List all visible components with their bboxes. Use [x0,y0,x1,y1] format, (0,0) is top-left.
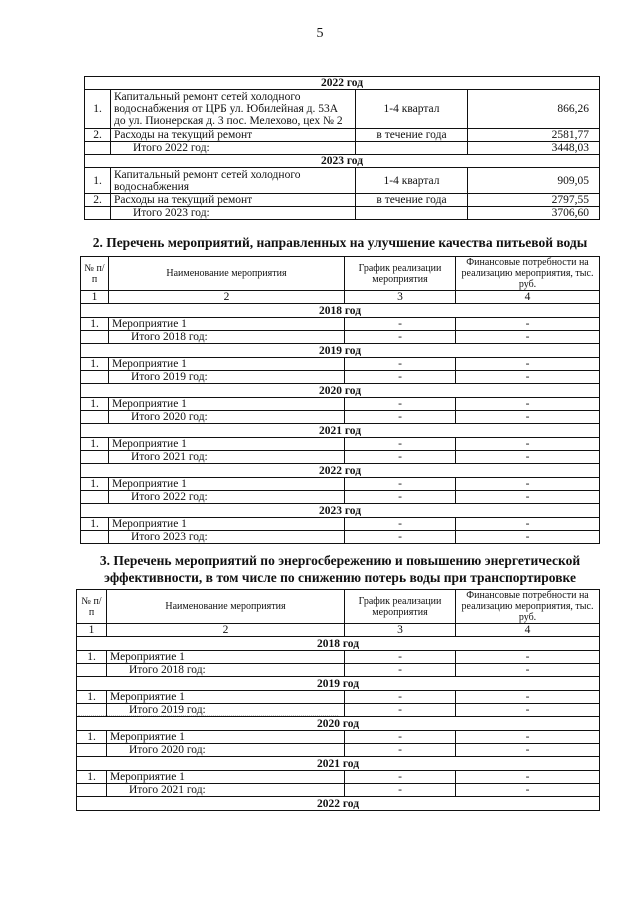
measure-name: Мероприятие 1 [109,398,345,411]
total-row [77,784,600,797]
year-row [81,464,600,478]
table-row [85,90,600,129]
row-number: 1. [81,478,109,491]
row-number [77,664,107,677]
colnum-4: 4 [456,624,600,637]
schedule-cell: - [345,531,456,544]
measure-name: Капитальный ремонт сетей холодного водоснабжения [111,168,356,194]
page-number: 5 [316,26,324,41]
row-number: 1. [81,518,109,531]
year-heading: 2019 год [81,344,600,358]
year-row [77,637,600,651]
schedule-cell: в течение года [356,194,468,207]
row-number: 1. [77,691,107,704]
row-number [81,371,109,384]
colnum-4: 4 [456,291,600,304]
measure-name: Расходы на текущий ремонт [111,194,356,207]
table-row [81,478,600,491]
finance-cell: 3706,60 [468,207,600,220]
schedule-cell: - [345,398,456,411]
table-header-row [81,257,600,291]
row-number [81,411,109,424]
schedule-cell: - [345,691,456,704]
finance-cell: - [456,731,600,744]
total-label: Итого 2021 год: [109,451,345,464]
finance-cell: 866,26 [468,90,600,129]
schedule-cell: - [345,731,456,744]
header-name: Наименование мероприятия [107,590,345,624]
table-row [81,318,600,331]
total-row [77,704,600,717]
total-label: Итого 2020 год: [109,411,345,424]
finance-cell: - [456,478,600,491]
year-row [81,504,600,518]
schedule-cell: - [345,784,456,797]
measure-name: Мероприятие 1 [107,651,345,664]
year-heading: 2021 год [81,424,600,438]
schedule-cell: 1-4 квартал [356,168,468,194]
measure-name: Мероприятие 1 [107,691,345,704]
total-row [81,371,600,384]
colnum-3: 3 [345,291,456,304]
section3-title-line2: эффективности, в том числе по снижению потерь воды при транспортировке [104,570,576,585]
total-row [81,411,600,424]
row-number [77,704,107,717]
header-name: Наименование мероприятия [109,257,345,291]
total-row [85,142,600,155]
section3-title [80,552,600,586]
measure-name: Мероприятие 1 [107,771,345,784]
schedule-cell: 1-4 квартал [356,90,468,129]
row-number: 2. [85,194,111,207]
schedule-cell: - [345,411,456,424]
row-number [85,142,111,155]
total-row [81,331,600,344]
finance-cell: - [456,331,600,344]
colnum-2: 2 [109,291,345,304]
row-number: 1. [81,398,109,411]
total-label: Итого 2023 год: [111,207,356,220]
row-number [81,331,109,344]
measure-name: Мероприятие 1 [109,318,345,331]
measure-name: Расходы на текущий ремонт [111,129,356,142]
row-number [81,531,109,544]
finance-cell: - [456,651,600,664]
table-row [77,651,600,664]
table-row [81,518,600,531]
finance-cell: - [456,318,600,331]
finance-cell: - [456,771,600,784]
row-number: 2. [85,129,111,142]
schedule-cell: - [345,451,456,464]
row-number: 1. [85,168,111,194]
section2-number: 2. [92,235,103,250]
year-heading: 2022 год [77,797,600,811]
year-heading: 2022 год [85,77,600,90]
year-heading: 2020 год [77,717,600,731]
schedule-cell: - [345,744,456,757]
schedule-cell: - [345,331,456,344]
total-row [85,207,600,220]
measure-name: Мероприятие 1 [109,478,345,491]
row-number: 1. [85,90,111,129]
measure-name: Мероприятие 1 [109,438,345,451]
year-row [77,677,600,691]
table-header-row [77,590,600,624]
year-heading: 2023 год [85,155,600,168]
table-row [81,398,600,411]
row-number [81,451,109,464]
schedule-cell: - [345,478,456,491]
table-row [77,771,600,784]
row-number: 1. [81,318,109,331]
row-number [77,744,107,757]
row-number: 1. [77,731,107,744]
row-number [81,491,109,504]
table-row [77,691,600,704]
total-row [81,451,600,464]
finance-cell: 2797,55 [468,194,600,207]
total-row [81,491,600,504]
schedule-cell: - [345,438,456,451]
total-label: Итого 2022 год: [109,491,345,504]
total-label: Итого 2023 год: [109,531,345,544]
finance-cell: - [456,398,600,411]
row-number: 1. [81,438,109,451]
schedule-cell [356,207,468,220]
header-number: № п/п [77,590,107,624]
colnum-3: 3 [345,624,456,637]
year-row [85,155,600,168]
row-number: 1. [81,358,109,371]
finance-cell: 3448,03 [468,142,600,155]
total-row [81,531,600,544]
measure-name: Капитальный ремонт сетей холодного водоснабжения от ЦРБ ул. Юбилейная д. 53А до ул. Пионерская д. 3 пос. Мелехово, цех № 2 [111,90,356,129]
year-row [77,717,600,731]
measure-name: Мероприятие 1 [109,518,345,531]
finance-cell: 909,05 [468,168,600,194]
finance-cell: - [456,371,600,384]
header-finance: Финансовые потребности на реализацию мероприятия, тыс. руб. [456,590,600,624]
total-row [77,744,600,757]
table-energy-saving [76,589,600,811]
schedule-cell: - [345,318,456,331]
schedule-cell: - [345,664,456,677]
year-row [81,344,600,358]
table-row [81,358,600,371]
total-label: Итого 2022 год: [111,142,356,155]
total-label: Итого 2021 год: [107,784,345,797]
table-row [85,168,600,194]
section2-title [80,234,600,251]
finance-cell: - [456,358,600,371]
table-row [85,129,600,142]
section3-title-line1: 3. Перечень мероприятий по энергосбережению и повышению энергетической [99,553,581,568]
finance-cell: - [456,744,600,757]
schedule-cell: - [345,651,456,664]
measure-name: Мероприятие 1 [109,358,345,371]
table-row [85,194,600,207]
table-row [81,438,600,451]
year-heading: 2018 год [77,637,600,651]
finance-cell: - [456,518,600,531]
schedule-cell: в течение года [356,129,468,142]
year-heading: 2018 год [81,304,600,318]
year-heading: 2019 год [77,677,600,691]
total-label: Итого 2020 год: [107,744,345,757]
column-number-row [77,624,600,637]
finance-cell: 2581,77 [468,129,600,142]
year-heading: 2021 год [77,757,600,771]
finance-cell: - [456,784,600,797]
year-heading: 2022 год [81,464,600,478]
total-label: Итого 2019 год: [107,704,345,717]
header-finance: Финансовые потребности на реализацию мероприятия, тыс. руб. [456,257,600,291]
total-label: Итого 2018 год: [107,664,345,677]
year-heading: 2020 год [81,384,600,398]
header-schedule: График реализации мероприятия [345,590,456,624]
row-number [77,784,107,797]
table-row [77,731,600,744]
column-number-row [81,291,600,304]
colnum-2: 2 [107,624,345,637]
colnum-1: 1 [77,624,107,637]
schedule-cell [356,142,468,155]
finance-cell: - [456,531,600,544]
table-continuation [84,76,600,220]
row-number: 1. [77,771,107,784]
finance-cell: - [456,411,600,424]
year-row [81,384,600,398]
schedule-cell: - [345,491,456,504]
finance-cell: - [456,451,600,464]
measure-name: Мероприятие 1 [107,731,345,744]
year-row [81,304,600,318]
year-row [77,797,600,811]
finance-cell: - [456,691,600,704]
header-number: № п/п [81,257,109,291]
finance-cell: - [456,491,600,504]
year-row [85,77,600,90]
schedule-cell: - [345,358,456,371]
total-row [77,664,600,677]
year-heading: 2023 год [81,504,600,518]
schedule-cell: - [345,371,456,384]
year-row [77,757,600,771]
table-water-quality [80,256,600,544]
schedule-cell: - [345,771,456,784]
finance-cell: - [456,438,600,451]
schedule-cell: - [345,518,456,531]
finance-cell: - [456,664,600,677]
schedule-cell: - [345,704,456,717]
header-schedule: График реализации мероприятия [345,257,456,291]
row-number [85,207,111,220]
total-label: Итого 2019 год: [109,371,345,384]
total-label: Итого 2018 год: [109,331,345,344]
year-row [81,424,600,438]
row-number: 1. [77,651,107,664]
finance-cell: - [456,704,600,717]
section2-title-text: Перечень мероприятий, направленных на улучшение качества питьевой воды [106,235,588,250]
colnum-1: 1 [81,291,109,304]
